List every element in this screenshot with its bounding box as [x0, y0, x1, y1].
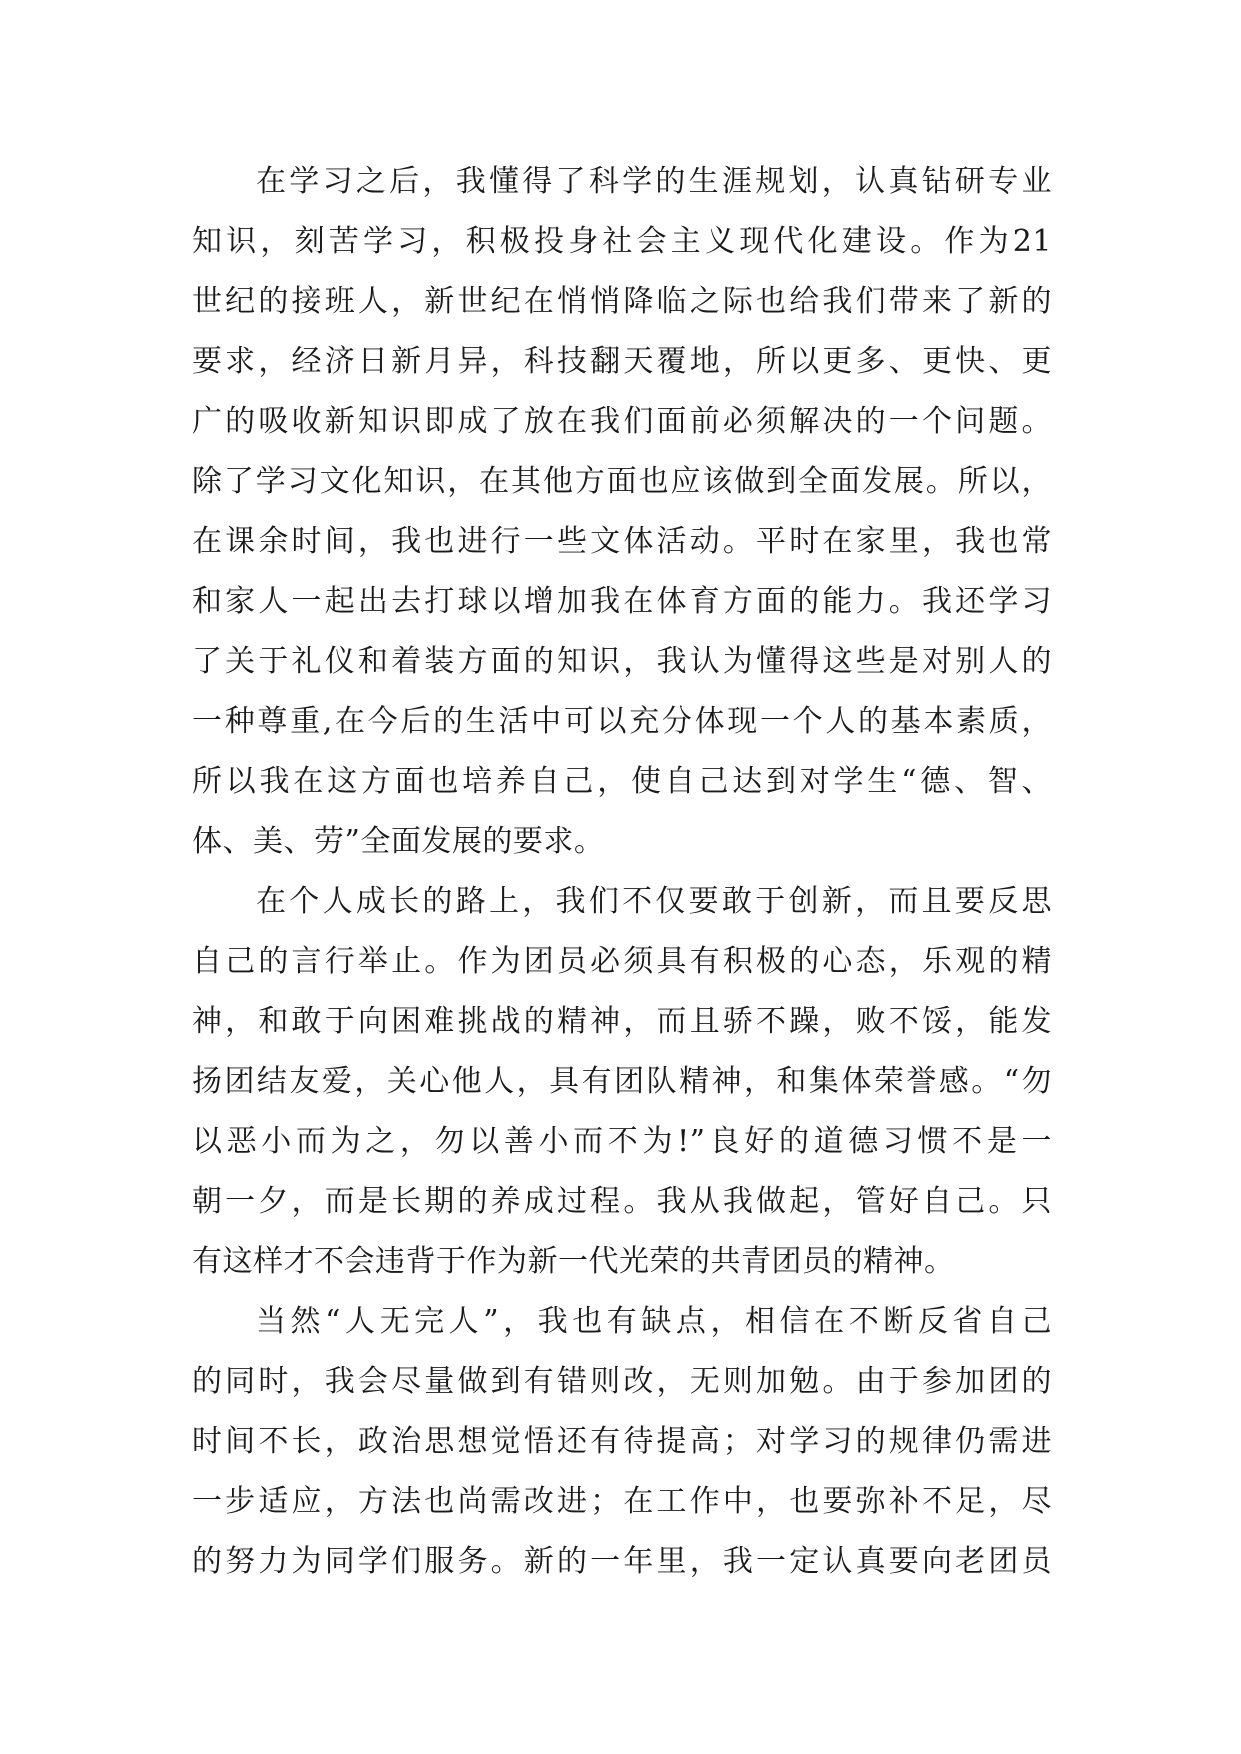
text-line: 当然“人无完人”，我也有缺点，相信在不断反省自己 [256, 1304, 1052, 1339]
text-line: 知识，刻苦学习，积极投身社会主义现代化建设。作为21 [192, 224, 1052, 259]
text-line: 一种尊重,在今后的生活中可以充分体现一个人的基本素质， [192, 704, 1052, 739]
body-text [192, 152, 1052, 1592]
text-line: 的努力为同学们服务。新的一年里，我一定认真要向老团员 [192, 1544, 1052, 1579]
text-line: 有这样才不会违背于作为新一代光荣的共青团员的精神。 [192, 1244, 955, 1279]
text-line: 了关于礼仪和着装方面的知识，我认为懂得这些是对别人的 [192, 644, 1052, 679]
text-line: 要求，经济日新月异，科技翻天覆地，所以更多、更快、更 [192, 344, 1052, 379]
text-line: 自己的言行举止。作为团员必须具有积极的心态，乐观的精 [192, 944, 1052, 979]
text-line: 除了学习文化知识，在其他方面也应该做到全面发展。所以， [192, 464, 1052, 499]
text-line: 广的吸收新知识即成了放在我们面前必须解决的一个问题。 [192, 404, 1052, 439]
text-line: 以恶小而为之，勿以善小而不为!”良好的道德习惯不是一 [192, 1124, 1052, 1159]
text-line: 神，和敢于向困难挑战的精神，而且骄不躁，败不馁，能发 [192, 1004, 1052, 1039]
text-line: 在个人成长的路上，我们不仅要敢于创新，而且要反思 [256, 884, 1052, 919]
text-line: 体、美、劳”全面发展的要求。 [192, 824, 605, 859]
text-line: 所以我在这方面也培养自己，使自己达到对学生“德、智、 [192, 764, 1052, 799]
text-line: 在学习之后，我懂得了科学的生涯规划，认真钻研专业 [256, 164, 1052, 199]
text-line: 一步适应，方法也尚需改进；在工作中，也要弥补不足，尽 [192, 1484, 1052, 1519]
text-line: 世纪的接班人，新世纪在悄悄降临之际也给我们带来了新的 [192, 284, 1052, 319]
text-line: 的同时，我会尽量做到有错则改，无则加勉。由于参加团的 [192, 1364, 1052, 1399]
text-line: 时间不长，政治思想觉悟还有待提高；对学习的规律仍需进 [192, 1424, 1052, 1459]
text-line: 朝一夕，而是长期的养成过程。我从我做起，管好自己。只 [192, 1184, 1052, 1219]
text-line: 扬团结友爱，关心他人，具有团队精神，和集体荣誉感。“勿 [192, 1064, 1052, 1099]
text-line: 和家人一起出去打球以增加我在体育方面的能力。我还学习 [192, 584, 1052, 619]
text-line: 在课余时间，我也进行一些文体活动。平时在家里，我也常 [192, 524, 1052, 559]
